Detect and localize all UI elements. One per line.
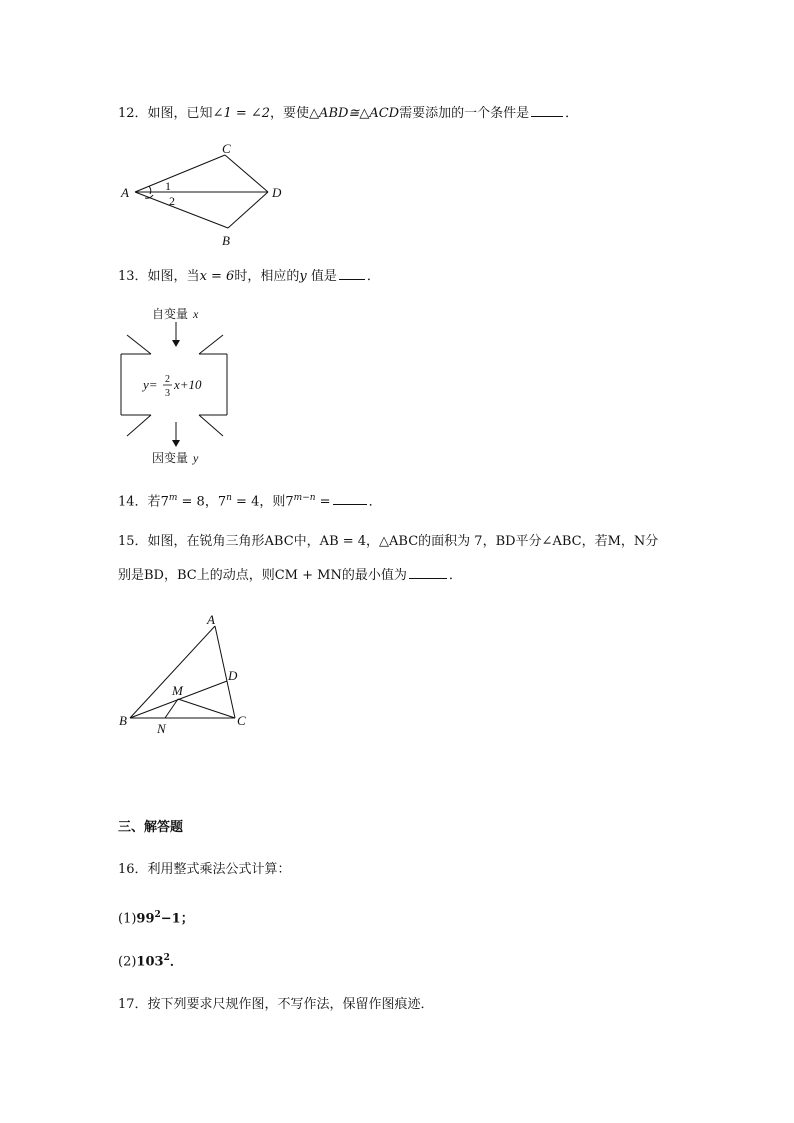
q13-figure xyxy=(115,300,240,470)
q14-number: 14． xyxy=(118,494,148,510)
q15-figure xyxy=(115,610,265,740)
q14-end: ． xyxy=(368,494,382,510)
q14-answer-blank[interactable] xyxy=(333,492,367,505)
q13-text-c: 值是 xyxy=(306,269,337,284)
q13-output-label: 因变量 xyxy=(152,451,189,465)
q13-text-b: 时，相应的 xyxy=(234,269,300,284)
q12-condition: ∠1 = ∠2 xyxy=(212,106,271,121)
q14-expr3-value: = xyxy=(315,494,331,510)
q12-label-d: D xyxy=(272,185,282,200)
q14-expr3-exp: m−n xyxy=(293,493,316,503)
question-17-text xyxy=(118,996,434,1014)
q13-formula-denominator: 3 xyxy=(165,388,170,399)
q16-part2-label: (2) xyxy=(118,954,137,970)
q13-var: y xyxy=(299,269,307,284)
q14-expr3-base: 7 xyxy=(285,494,294,510)
q15-line2: 别是BD，BC上的动点，则CM + MN的最小值为 xyxy=(118,568,407,583)
q12-text-a: 如图，已知 xyxy=(147,106,213,121)
q14-expr1-base: 7 xyxy=(160,494,169,510)
q13-input-label: 自变量 xyxy=(152,307,189,321)
q12-congruence: △ABD≅△ACD xyxy=(309,106,400,121)
q16-part1-base: 99 xyxy=(136,911,155,927)
q15-label-m: M xyxy=(172,683,183,698)
q12-text-b: ，要使 xyxy=(270,106,310,121)
q13-end: ． xyxy=(366,269,380,284)
q15-number: 15． xyxy=(118,534,148,549)
q14-text-a: 若 xyxy=(147,494,161,510)
q16-part-1 xyxy=(118,906,194,928)
q15-label-c: C xyxy=(237,713,246,728)
q16-part2-exp: 2 xyxy=(163,953,170,963)
q13-formula-rhs: x+10 xyxy=(174,377,202,392)
q13-formula-numerator: 2 xyxy=(165,374,170,385)
q14-expr2-base: 7 xyxy=(217,494,227,510)
q14-expr2-exp: n xyxy=(226,493,232,503)
q15-label-b: B xyxy=(119,713,127,728)
q13-answer-blank[interactable] xyxy=(339,267,365,280)
q16-part1-exp: 2 xyxy=(154,910,161,920)
question-15-line-2 xyxy=(118,566,462,585)
section-3-title: 三、解答题 xyxy=(118,820,184,835)
q13-output-var: y xyxy=(193,451,199,465)
q12-figure xyxy=(115,135,295,250)
q13-input-var: x xyxy=(193,307,199,321)
q17-prompt: 按下列要求尺规作图，不写作法，保留作图痕迹． xyxy=(147,997,434,1012)
q16-prompt: 利用整式乘法公式计算： xyxy=(147,862,291,877)
q14-expr2-value: = 4 xyxy=(231,494,260,510)
q15-answer-blank[interactable] xyxy=(409,566,447,579)
q12-label-c: C xyxy=(222,141,231,156)
q13-formula-lhs: y= xyxy=(143,377,158,392)
question-13-text xyxy=(118,267,380,286)
q17-number: 17． xyxy=(118,997,148,1012)
q14-expr1-value: = 8 xyxy=(177,494,205,510)
q15-end: ． xyxy=(448,568,462,583)
question-12-text xyxy=(118,104,578,123)
q12-angle-1-label: 1 xyxy=(165,179,171,193)
q12-label-b: B xyxy=(222,233,230,248)
q15-label-a: A xyxy=(207,612,215,627)
q12-text-c: 需要添加的一个条件是 xyxy=(399,106,530,121)
q15-label-n: N xyxy=(157,721,166,736)
q13-text-a: 如图，当 xyxy=(147,269,200,284)
q13-number: 13． xyxy=(118,269,148,284)
q13-condition: x = 6 xyxy=(199,269,235,284)
q14-text-b: ，则 xyxy=(259,494,286,510)
q14-sep: ， xyxy=(204,494,218,510)
q12-number: 12． xyxy=(118,106,148,121)
q16-part1-rest: −1； xyxy=(160,911,194,927)
q16-part2-end: ． xyxy=(169,954,183,970)
q16-part1-label: (1) xyxy=(118,911,137,927)
q15-label-d: D xyxy=(228,668,238,683)
q14-expr1-exp: m xyxy=(168,493,178,503)
q12-label-a: A xyxy=(121,185,129,200)
q12-end: ． xyxy=(565,106,579,121)
q12-angle-2-label: 2 xyxy=(169,194,175,208)
q16-number: 16． xyxy=(118,862,148,877)
question-14-text xyxy=(118,489,382,511)
q15-line1: 如图，在锐角三角形ABC中，AB = 4，△ABC的面积为 7，BD平分∠ABC，若M，N分 xyxy=(147,534,659,549)
q16-part2-base: 103 xyxy=(136,954,164,970)
question-15-line-1 xyxy=(118,533,658,551)
question-16-text xyxy=(118,861,291,879)
q16-part-2 xyxy=(118,949,183,971)
q12-answer-blank[interactable] xyxy=(531,104,563,117)
